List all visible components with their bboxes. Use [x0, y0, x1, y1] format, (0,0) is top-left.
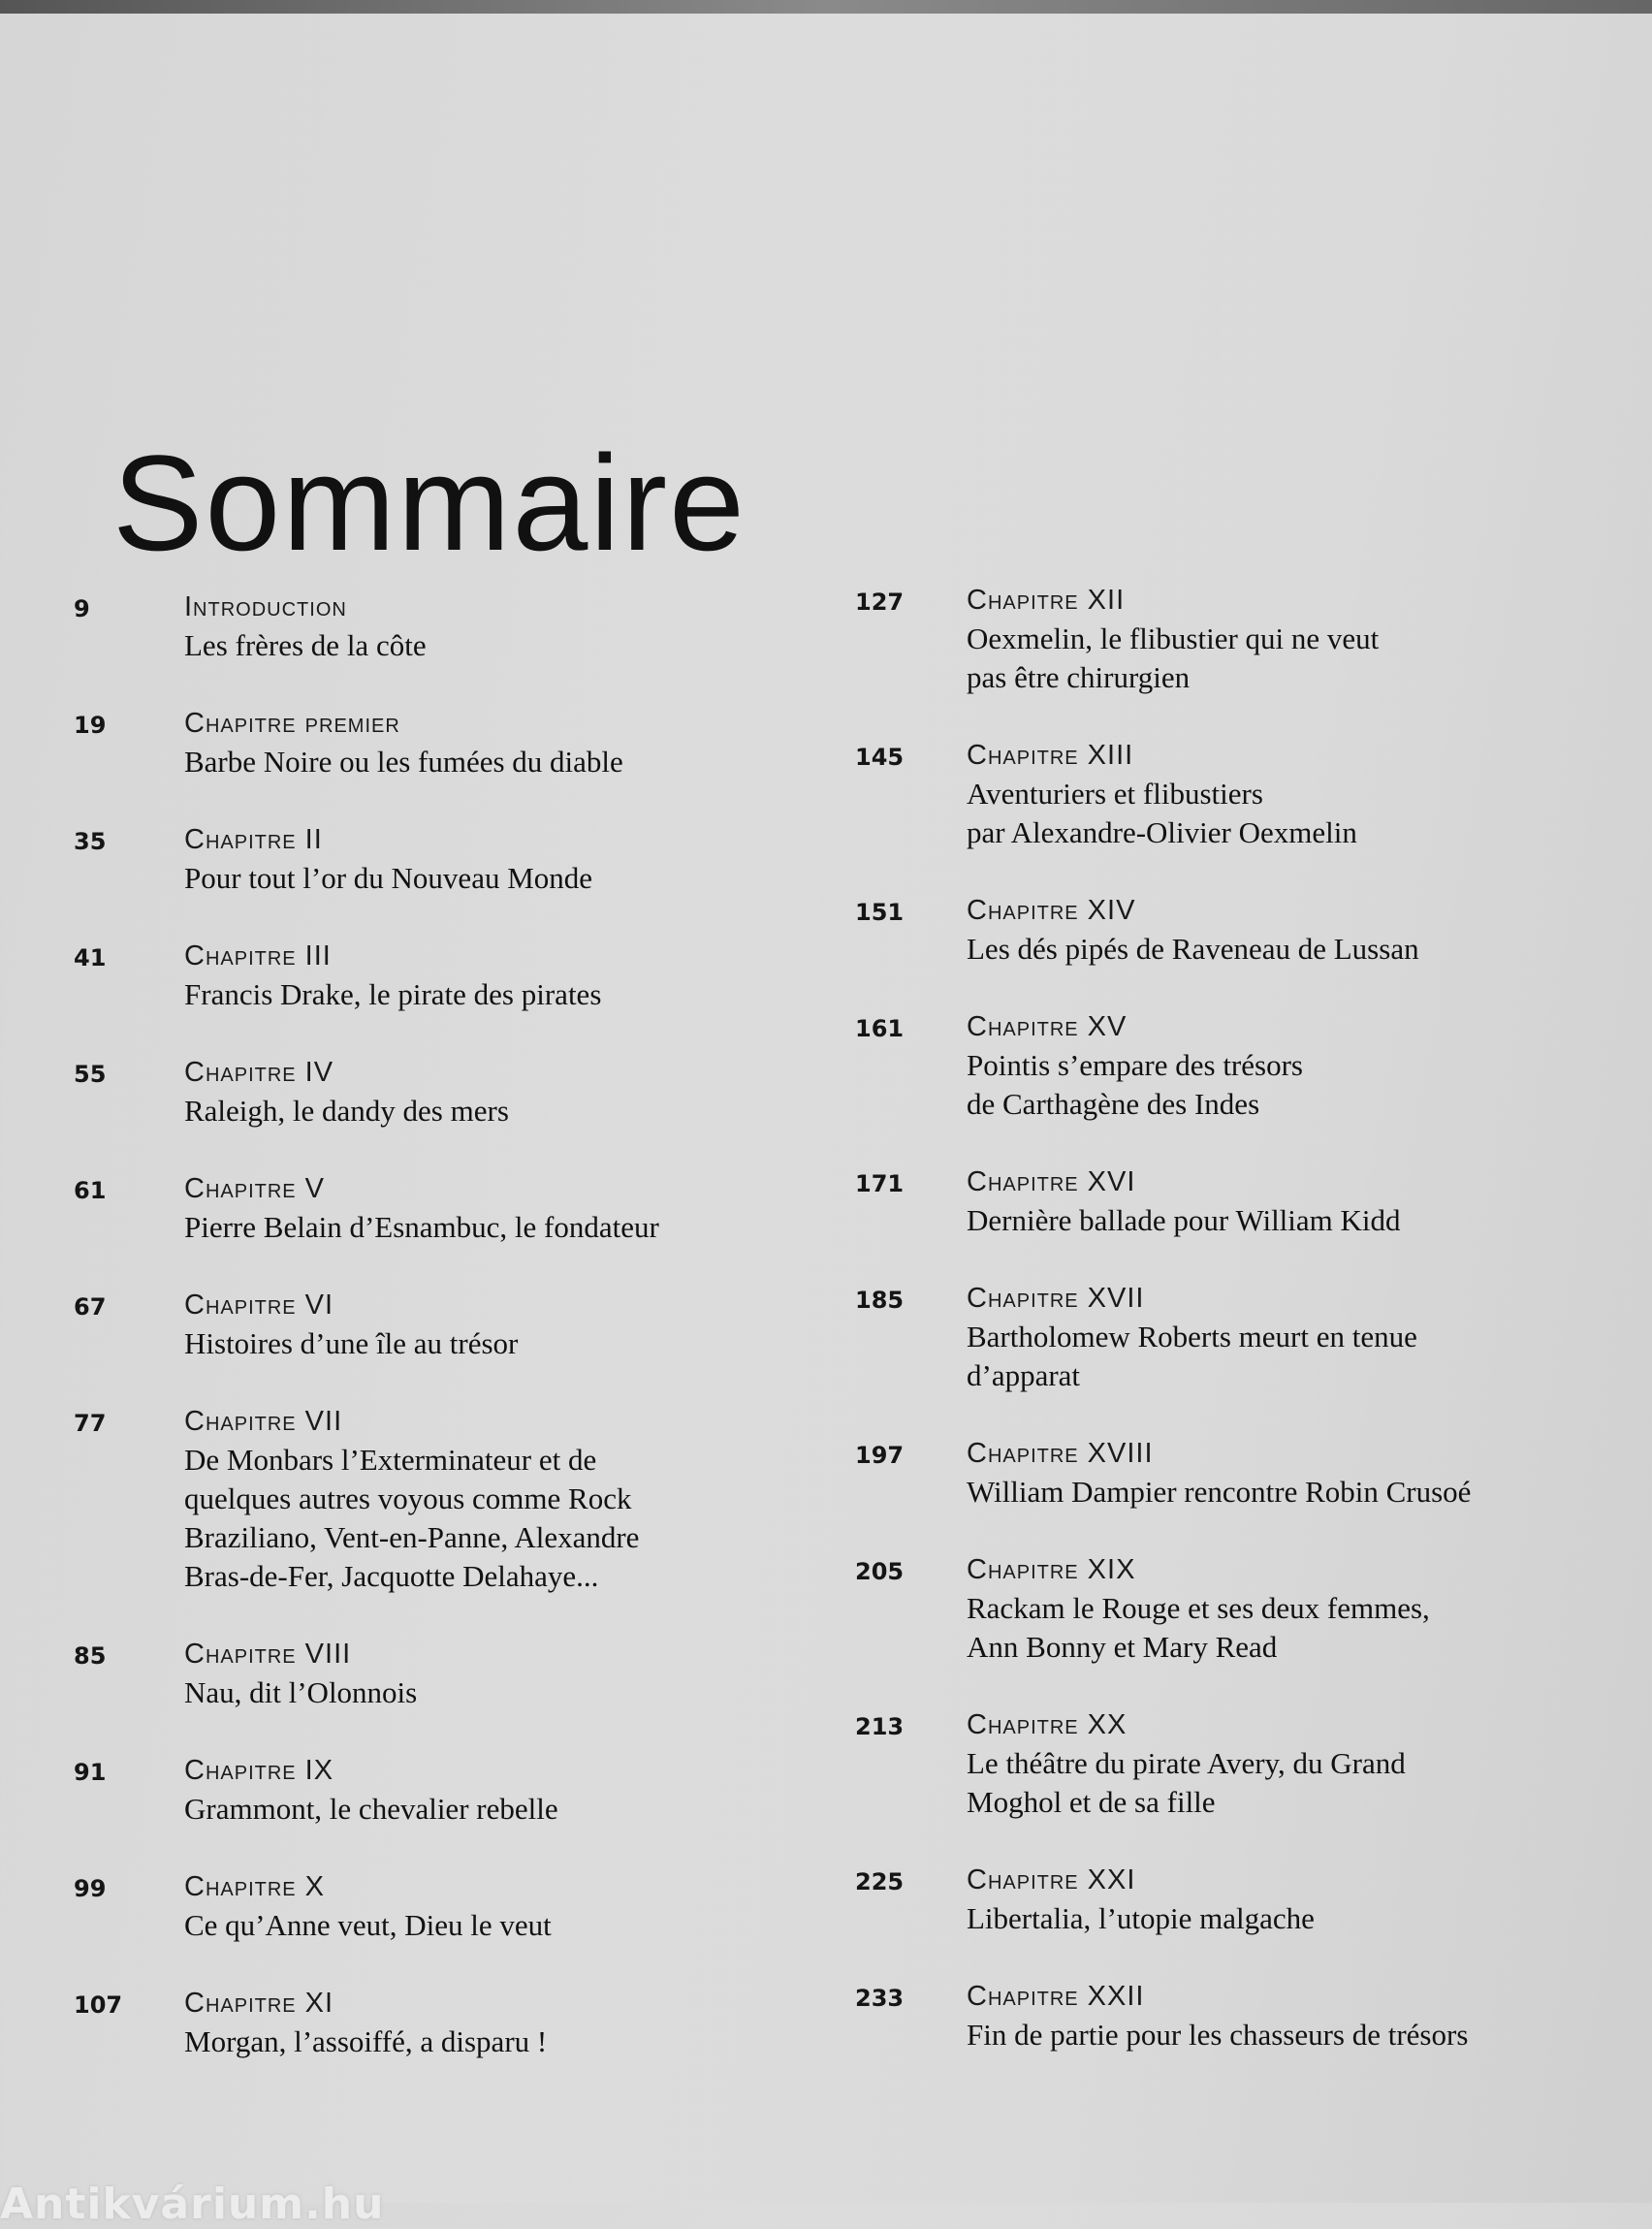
chapter-title: Morgan, l’assoiffé, a disparu ! — [184, 2024, 548, 2058]
page-number: 185 — [855, 1287, 905, 1314]
page-number: 85 — [74, 1642, 107, 1670]
page-number: 9 — [74, 595, 90, 622]
chapter-title: William Dampier rencontre Robin Crusoé — [967, 1475, 1472, 1509]
chapter-label: Chapitre V — [184, 1173, 326, 1204]
chapter-label: Chapitre XX — [967, 1709, 1128, 1740]
page-number: 171 — [855, 1170, 905, 1197]
chapter-label: Chapitre VIII — [184, 1639, 352, 1670]
chapter-title: Ce qu’Anne veut, Dieu le veut — [184, 1908, 552, 1942]
chapter-label: Introduction — [184, 591, 347, 622]
chapter-label: Chapitre XXII — [967, 1981, 1145, 2012]
chapter-title: Grammont, le chevalier rebelle — [184, 1792, 558, 1826]
toc-entry — [855, 1977, 1592, 2054]
page-number: 91 — [74, 1759, 107, 1786]
chapter-label: Chapitre XII — [967, 585, 1126, 616]
page-number: 151 — [855, 899, 905, 926]
chapter-label: Chapitre VI — [184, 1290, 334, 1321]
toc-entry — [74, 1867, 772, 1945]
chapter-label: Chapitre XIII — [967, 740, 1134, 771]
toc-entry — [855, 1705, 1592, 1822]
chapter-title: Les dés pipés de Raveneau de Lussan — [967, 932, 1419, 966]
chapter-label: Chapitre IV — [184, 1057, 334, 1088]
page-number: 213 — [855, 1713, 905, 1740]
chapter-label: Chapitre XIX — [967, 1554, 1136, 1585]
page-title: Sommaire — [112, 426, 747, 579]
toc-entry — [855, 1861, 1592, 1938]
chapter-label: Chapitre XVIII — [967, 1438, 1154, 1469]
page-number: 197 — [855, 1442, 905, 1469]
page-number: 161 — [855, 1015, 905, 1042]
toc-entry — [855, 891, 1592, 969]
chapter-title: Dernière ballade pour William Kidd — [967, 1203, 1401, 1237]
chapter-label: Chapitre XVII — [967, 1283, 1145, 1314]
chapter-label: Chapitre XIV — [967, 895, 1136, 926]
toc-column-right — [855, 581, 1592, 2093]
toc-entry — [74, 588, 772, 665]
chapter-title: De Monbars l’Exterminateur et de quelques autres voyous comme Rock Braziliano, Vent-en-Panne, Alexandre Bras-de-Fer, Jacquotte Delahaye... — [184, 1443, 640, 1593]
toc-entry — [855, 1279, 1592, 1395]
toc-entry — [855, 1162, 1592, 1240]
chapter-title: Nau, dit l’Olonnois — [184, 1675, 418, 1709]
chapter-title: Pierre Belain d’Esnambuc, le fondateur — [184, 1210, 659, 1244]
chapter-title: Oexmelin, le flibustier qui ne veut pas être chirurgien — [967, 621, 1380, 694]
page-number: 35 — [74, 828, 107, 855]
chapter-title: Histoires d’une île au trésor — [184, 1326, 519, 1360]
chapter-label: Chapitre IX — [184, 1755, 334, 1786]
chapter-title: Pour tout l’or du Nouveau Monde — [184, 861, 593, 895]
chapter-label: Chapitre VII — [184, 1406, 343, 1437]
toc-entry — [74, 820, 772, 898]
toc-entry — [855, 736, 1592, 852]
toc-entry — [855, 1550, 1592, 1667]
chapter-title: Bartholomew Roberts meurt en tenue d’apparat — [967, 1320, 1417, 1392]
chapter-title: Libertalia, l’utopie malgache — [967, 1901, 1315, 1935]
page-number: 107 — [74, 1991, 123, 2019]
page-number: 233 — [855, 1985, 905, 2012]
toc-entry — [74, 704, 772, 781]
page-number: 99 — [74, 1875, 107, 1902]
toc-entry — [855, 581, 1592, 697]
toc-entry — [74, 1635, 772, 1712]
toc-column-left — [74, 588, 772, 2100]
chapter-label: Chapitre X — [184, 1871, 326, 1902]
page-number: 55 — [74, 1061, 107, 1088]
chapter-title: Barbe Noire ou les fumées du diable — [184, 745, 623, 779]
page-number: 61 — [74, 1177, 107, 1204]
chapter-title: Raleigh, le dandy des mers — [184, 1094, 509, 1128]
page-number: 77 — [74, 1410, 107, 1437]
chapter-label: Chapitre XV — [967, 1011, 1128, 1042]
chapter-title: Francis Drake, le pirate des pirates — [184, 977, 602, 1011]
toc-entry — [74, 1286, 772, 1363]
chapter-label: Chapitre XI — [184, 1988, 334, 2019]
toc-entry — [74, 1984, 772, 2061]
toc-entry — [74, 1402, 772, 1596]
page-number: 145 — [855, 744, 905, 771]
chapter-label: Chapitre XXI — [967, 1864, 1136, 1895]
toc-entry — [855, 1007, 1592, 1124]
toc-entry — [74, 1751, 772, 1829]
toc-entry — [74, 1053, 772, 1130]
toc-entry — [74, 937, 772, 1014]
toc-entry — [855, 1434, 1592, 1512]
page-number: 127 — [855, 589, 905, 616]
top-edge-strip — [0, 0, 1652, 14]
chapter-title: Les frères de la côte — [184, 628, 427, 662]
toc-entry — [74, 1169, 772, 1247]
page-number: 67 — [74, 1293, 107, 1321]
chapter-label: Chapitre III — [184, 940, 332, 971]
chapter-label: Chapitre premier — [184, 708, 400, 739]
page-number: 205 — [855, 1558, 905, 1585]
chapter-label: Chapitre II — [184, 824, 323, 855]
page-number: 19 — [74, 712, 107, 739]
chapter-title: Aventuriers et flibustiers par Alexandre-Olivier Oexmelin — [967, 777, 1357, 849]
chapter-title: Rackam le Rouge et ses deux femmes, Ann Bonny et Mary Read — [967, 1591, 1430, 1664]
chapter-title: Fin de partie pour les chasseurs de trésors — [967, 2018, 1469, 2052]
page-number: 225 — [855, 1868, 905, 1895]
page-number: 41 — [74, 944, 107, 971]
chapter-label: Chapitre XVI — [967, 1166, 1136, 1197]
chapter-title: Le théâtre du pirate Avery, du Grand Moghol et de sa fille — [967, 1746, 1406, 1819]
chapter-title: Pointis s’empare des trésors de Carthagène des Indes — [967, 1048, 1303, 1121]
watermark: Antikvárium.hu — [0, 2180, 385, 2229]
